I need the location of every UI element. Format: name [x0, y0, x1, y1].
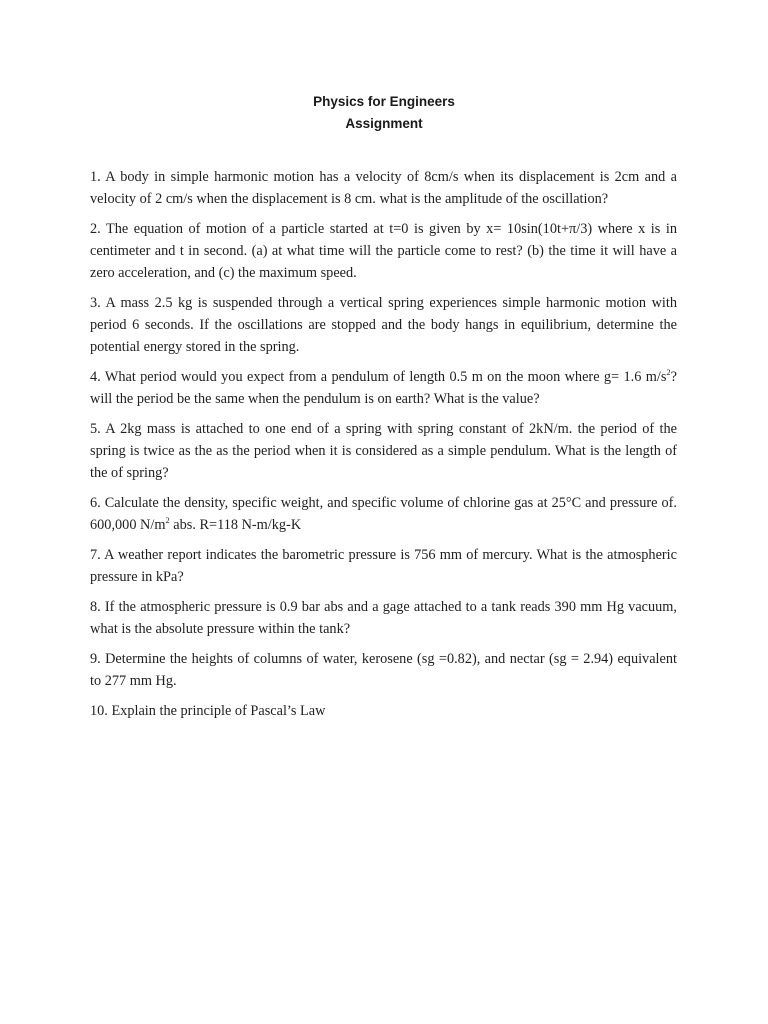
- question-10: 10. Explain the principle of Pascal’s Law: [90, 703, 326, 719]
- question-6: [90, 492, 677, 536]
- question-4-text-end: ? will the period be the same when the pendulum is on earth? What is the value?: [90, 369, 677, 407]
- question-5: 5. A 2kg mass is attached to one end of a spring with spring constant of 2kN/m. the period of the spring is twice as the as the period when it is considered as a simple pendulum. What is the length of the of spring?: [90, 421, 677, 481]
- question-list: [90, 166, 677, 730]
- question-1: 1. A body in simple harmonic motion has a velocity of 8cm/s when its displacement is 2cm and a velocity of 2 cm/s when the displacement is 8 cm. what is the amplitude of the oscillation?: [90, 169, 677, 207]
- document-subtitle: Assignment: [345, 116, 423, 131]
- document-title: Physics for Engineers: [313, 94, 455, 109]
- question-7: 7. A weather report indicates the barometric pressure is 756 mm of mercury. What is the atmospheric pressure in kPa?: [90, 547, 677, 585]
- question-6-text-start: 6. Calculate the density, specific weight, and specific volume of chlorine gas at 25°C and pressure of. 600,000 N/m: [90, 495, 677, 533]
- question-3: 3. A mass 2.5 kg is suspended through a vertical spring experiences simple harmonic motion with period 6 seconds. If the oscillations are stopped and the body hangs in equilibrium, determine the potential energy stored in the spring.: [90, 295, 677, 355]
- question-4: [90, 366, 677, 410]
- question-2: 2. The equation of motion of a particle started at t=0 is given by x= 10sin(10t+π/3) where x is in centimeter and t in second. (a) at what time will the particle come to rest? (b) the time it will have a zero acceleration, and (c) the maximum speed.: [90, 221, 677, 281]
- question-6-superscript: 2: [165, 515, 170, 525]
- question-6-text-end: abs. R=118 N-m/kg-K: [169, 517, 302, 533]
- question-9: 9. Determine the heights of columns of water, kerosene (sg =0.82), and nectar (sg = 2.94) equivalent to 277 mm Hg.: [90, 651, 677, 689]
- question-4-superscript: 2: [666, 367, 671, 377]
- question-8: 8. If the atmospheric pressure is 0.9 bar abs and a gage attached to a tank reads 390 mm Hg vacuum, what is the absolute pressure within the tank?: [90, 599, 677, 637]
- question-4-text-start: 4. What period would you expect from a pendulum of length 0.5 m on the moon where g= 1.6 m/s: [90, 369, 667, 385]
